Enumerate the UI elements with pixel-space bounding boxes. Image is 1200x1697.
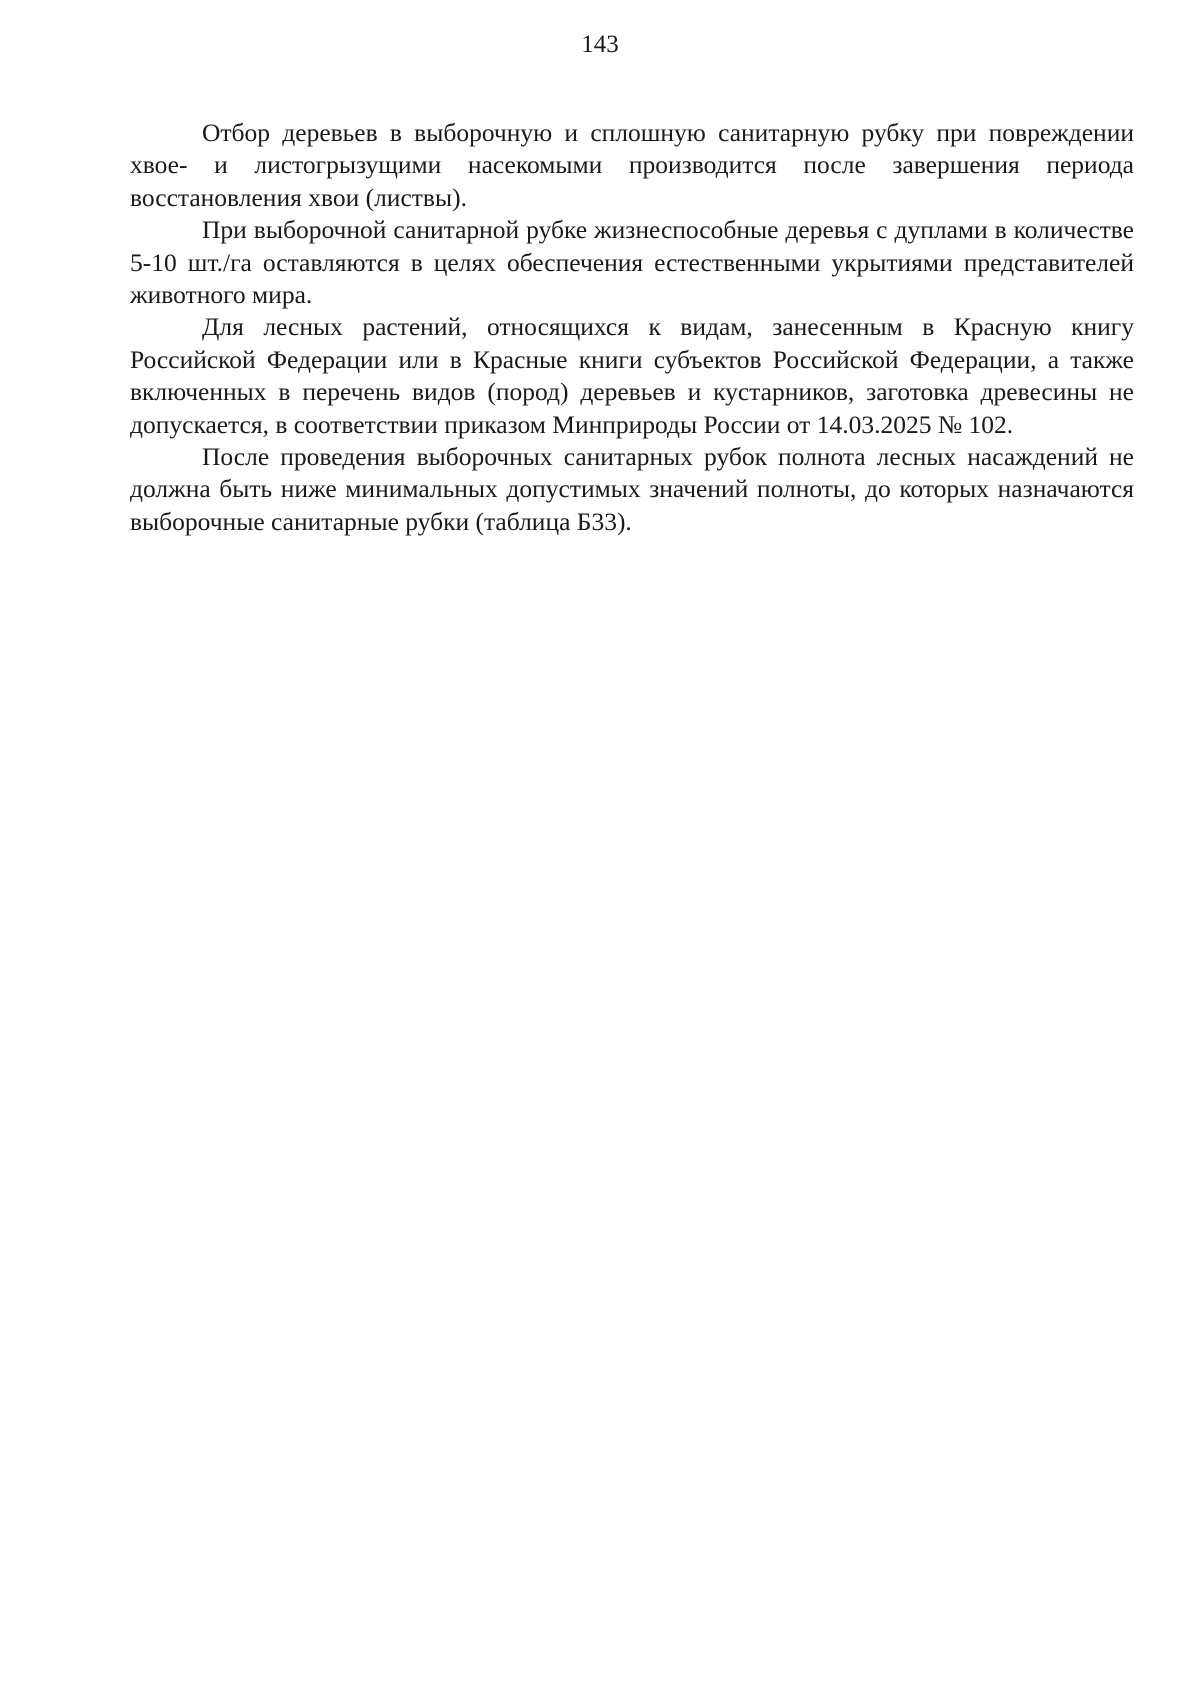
page-number: 143 (581, 31, 619, 58)
document-body (130, 117, 1134, 538)
paragraph-red-book-species: Для лесных растений, относящихся к видам, занесенным в Красную книгу Российской Федерации или в Красные книги субъектов Российской Федерации, а также включенных в перечень видов (пород) деревьев и кустарников, заготовка древесины не допускается, в соответствии приказом Минприроды России от 14.03.2025 № 102. (130, 312, 1134, 439)
paragraph-hollow-trees: При выборочной санитарной рубке жизнеспособные деревья с дуплами в количестве 5-10 шт./га оставляются в целях обеспечения естественными укрытиями представителей животного мира. (130, 215, 1134, 310)
paragraph-tree-selection: Отбор деревьев в выборочную и сплошную санитарную рубку при повреждении хвое- и листогрызущими насекомыми производится после завершения периода восстановления хвои (листвы). (130, 118, 1134, 212)
paragraph-stand-density: После проведения выборочных санитарных рубок полнота лесных насаждений не должна быть ниже минимальных допустимых значений полноты, до которых назначаются выборочные санитарные рубки (таблица Б33). (130, 442, 1134, 536)
